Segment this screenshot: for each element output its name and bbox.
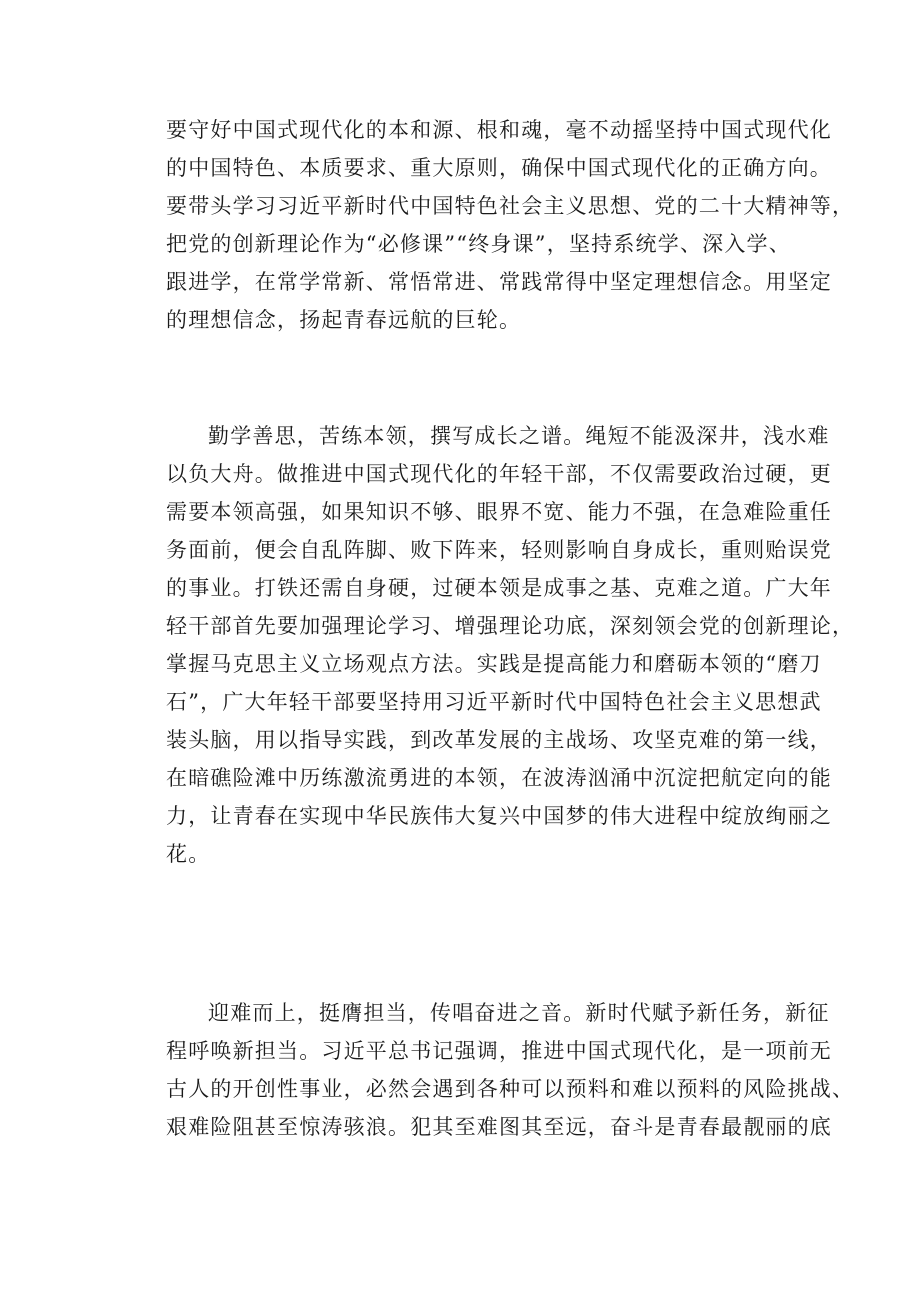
text-line: 程呼唤新担当。习近平总书记强调，推进中国式现代化，是一项前无 bbox=[166, 1039, 832, 1063]
text-line: 古人的开创性事业，必然会遇到各种可以预料和难以预料的风险挑战、 bbox=[166, 1077, 855, 1101]
text-line: 把党的创新理论作为“必修课”“终身课”，坚持系统学、深入学、 bbox=[166, 232, 791, 256]
paragraph-skills bbox=[166, 417, 855, 873]
text-line: 要带头学习习近平新时代中国特色社会主义思想、党的二十大精神等， bbox=[166, 194, 855, 218]
text-line: 在暗礁险滩中历练激流勇进的本领，在波涛汹涌中沉淀把航定向的能 bbox=[166, 766, 832, 790]
paragraph-responsibility bbox=[166, 994, 855, 1146]
text-line: 石”，广大年轻干部要坚持用习近平新时代中国特色社会主义思想武 bbox=[166, 690, 822, 714]
text-line: 掌握马克思主义立场观点方法。实践是提高能力和磨砺本领的“磨刀 bbox=[166, 652, 822, 676]
text-line: 要守好中国式现代化的本和源、根和魂，毫不动摇坚持中国式现代化 bbox=[166, 118, 832, 142]
text-line: 的中国特色、本质要求、重大原则，确保中国式现代化的正确方向。 bbox=[166, 156, 832, 180]
text-line: 跟进学，在常学常新、常悟常进、常践常得中坚定理想信念。用坚定 bbox=[166, 270, 832, 294]
text-line: 务面前，便会自乱阵脚、败下阵来，轻则影响自身成长，重则贻误党 bbox=[166, 538, 832, 562]
text-line: 的理想信念，扬起青春远航的巨轮。 bbox=[166, 308, 522, 332]
text-line: 轻干部首先要加强理论学习、增强理论功底，深刻领会党的创新理论， bbox=[166, 614, 855, 638]
text-line: 艰难险阻甚至惊涛骇浪。犯其至难图其至远，奋斗是青春最靓丽的底 bbox=[166, 1115, 832, 1139]
text-line: 的事业。打铁还需自身硬，过硬本领是成事之基、克难之道。广大年 bbox=[166, 576, 832, 600]
text-line: 力，让青春在实现中华民族伟大复兴中国梦的伟大进程中绽放绚丽之 bbox=[166, 804, 832, 828]
text-line: 装头脑，用以指导实践，到改革发展的主战场、攻坚克难的第一线， bbox=[166, 728, 832, 752]
text-line: 需要本领高强，如果知识不够、眼界不宽、能力不强，在急难险重任 bbox=[166, 500, 832, 524]
text-line: 以负大舟。做推进中国式现代化的年轻干部，不仅需要政治过硬，更 bbox=[166, 462, 832, 486]
text-line: 勤学善思，苦练本领，撰写成长之谱。绳短不能汲深井，浅水难 bbox=[208, 424, 830, 448]
text-line: 花。 bbox=[166, 842, 211, 866]
paragraph-ideals bbox=[166, 111, 855, 339]
text-line: 迎难而上，挺膺担当，传唱奋进之音。新时代赋予新任务，新征 bbox=[208, 1001, 830, 1025]
